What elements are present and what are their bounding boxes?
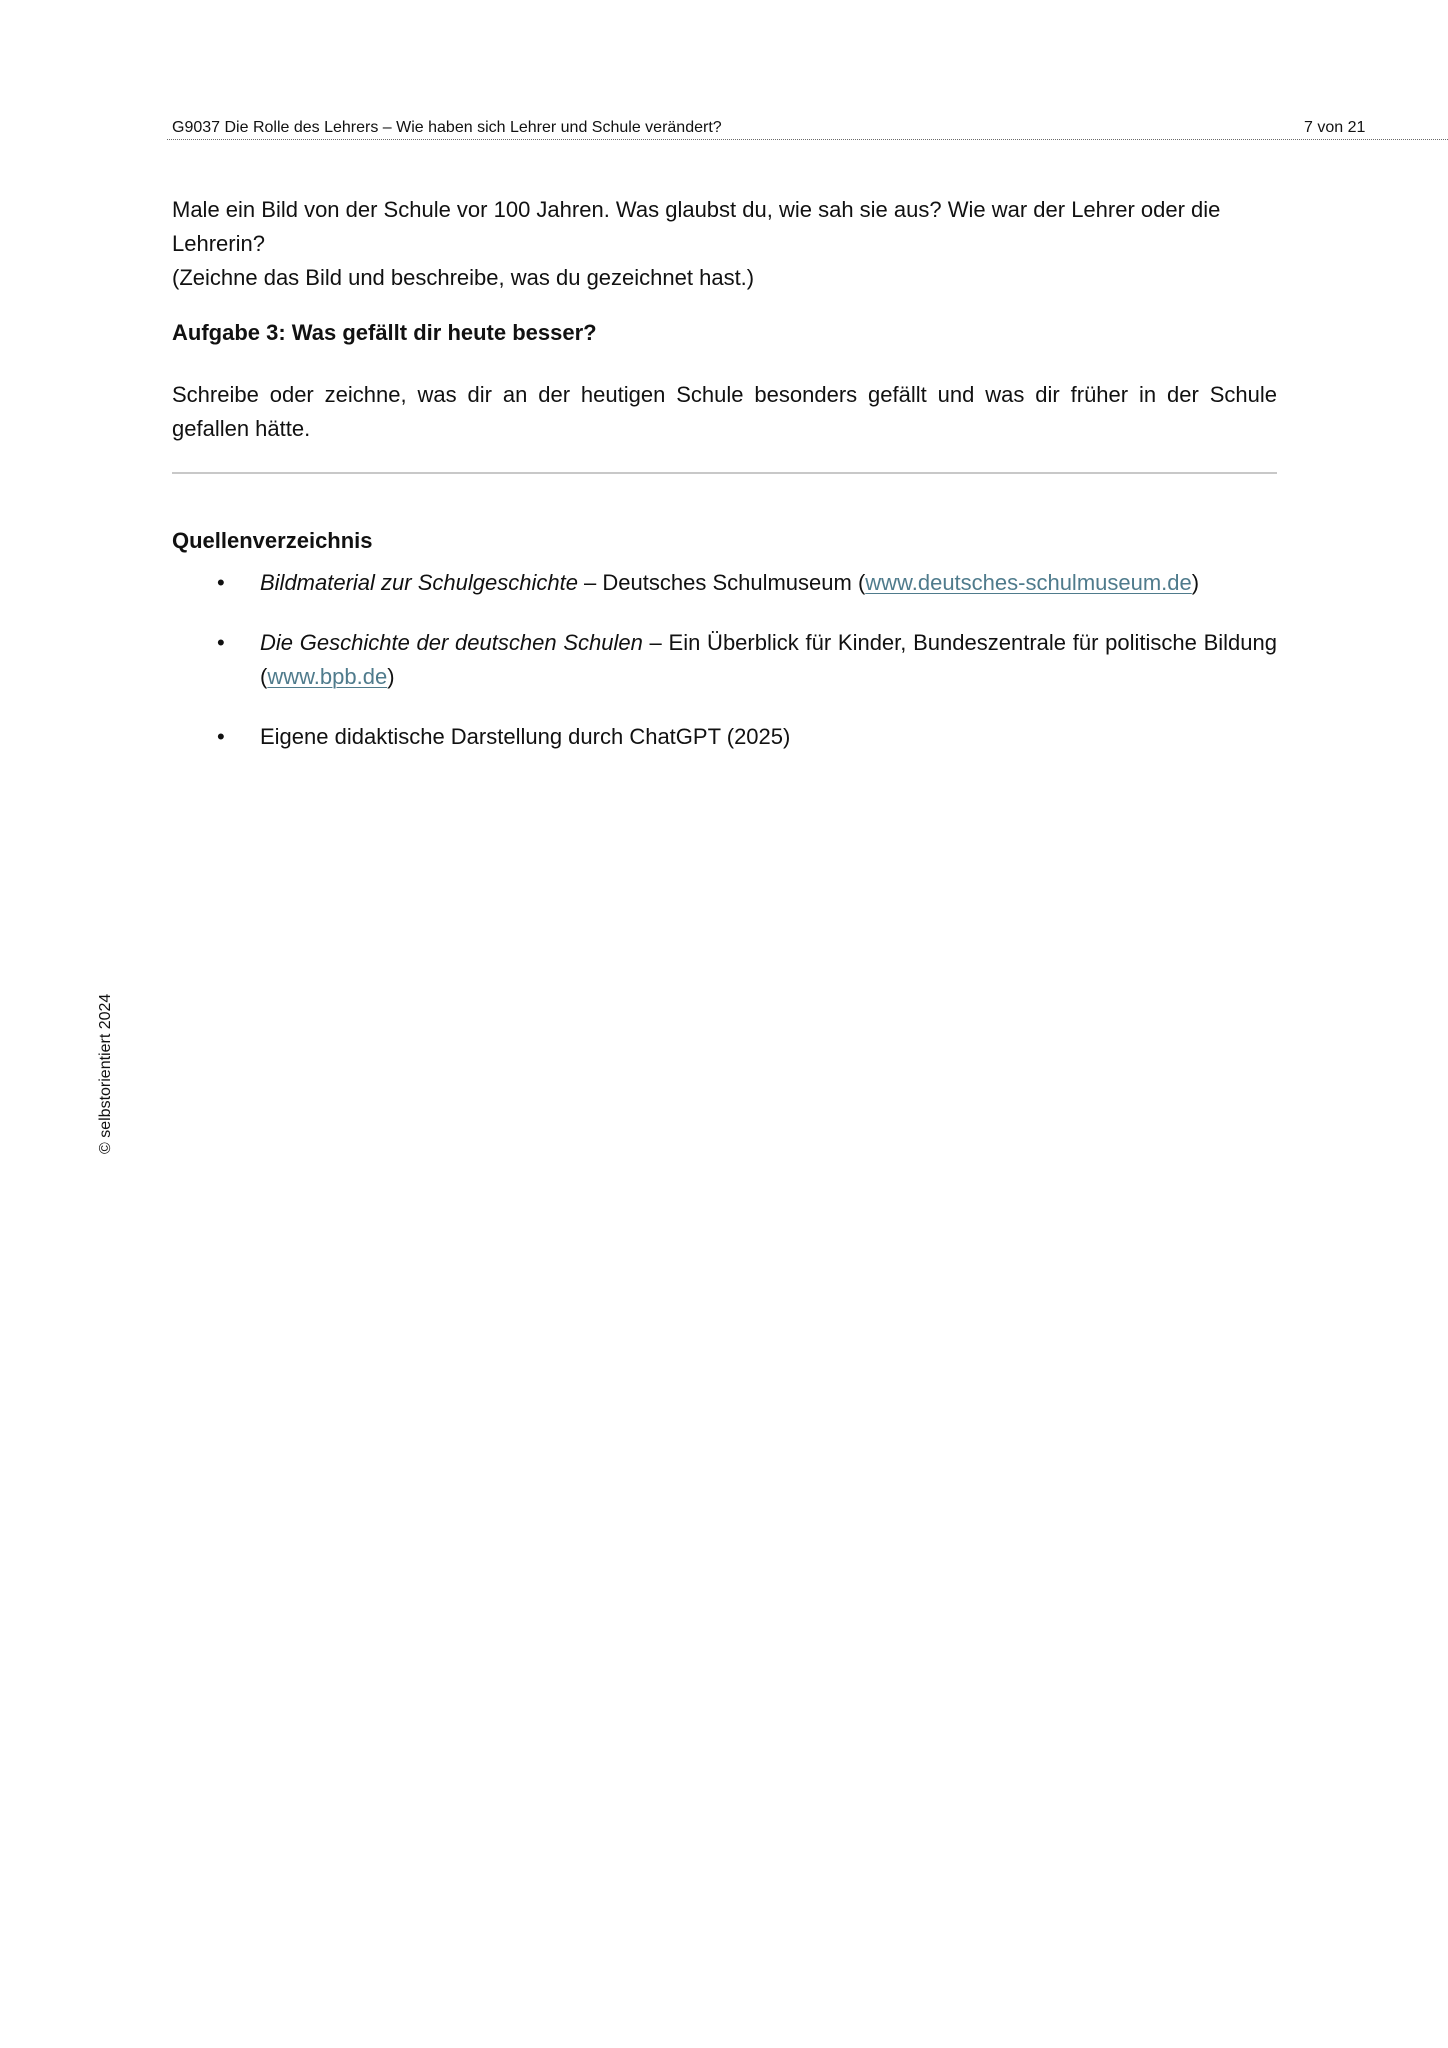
task3-heading: Aufgabe 3: Was gefällt dir heute besser? — [172, 320, 597, 346]
source-description: – Deutsches Schulmuseum ( — [577, 570, 866, 595]
document-title: G9037 Die Rolle des Lehrers – Wie haben sich Lehrer und Schule verändert? — [172, 119, 722, 136]
source-item-bpb — [172, 626, 1277, 694]
source-description: Eigene didaktische Darstellung durch ChatGPT (2025) — [260, 724, 791, 749]
task3-paragraph: Schreibe oder zeichne, was dir an der heutigen Schule besonders gefällt und was dir früher in der Schule gefallen hätte. — [172, 382, 1277, 441]
task-intro-paragraph: Male ein Bild von der Schule vor 100 Jahren. Was glaubst du, wie sah sie aus? Wie war der Lehrer oder die Lehrerin? — [172, 197, 1221, 256]
bullet-icon: • — [217, 724, 225, 749]
source-closing: ) — [387, 664, 395, 689]
sources-list — [172, 566, 1277, 780]
page-number: 7 von 21 — [1304, 119, 1366, 136]
task-note: (Zeichne das Bild und beschreibe, was du gezeichnet hast.) — [172, 265, 755, 290]
header-divider — [167, 139, 1448, 140]
source-closing: ) — [1191, 570, 1200, 595]
copyright-notice: © selbstorientiert 2024 — [97, 993, 114, 1154]
source-link-bpb[interactable]: www.bpb.de — [267, 664, 388, 689]
sources-heading: Quellenverzeichnis — [172, 528, 373, 554]
section-divider — [172, 472, 1277, 474]
bullet-icon: • — [217, 630, 225, 655]
source-link-schulmuseum[interactable]: www.deutsches-schulmuseum.de — [865, 570, 1192, 595]
source-description: – Ein Überblick für Kinder, Bundeszentrale für politische Bildung ( — [260, 630, 1277, 689]
source-item-schulmuseum — [172, 566, 1277, 600]
bullet-icon: • — [217, 570, 225, 595]
page-header — [167, 114, 1371, 142]
source-title: Bildmaterial zur Schulgeschichte — [260, 570, 578, 595]
source-title: Die Geschichte der deutschen Schulen — [260, 630, 643, 655]
source-item-chatgpt — [172, 720, 1277, 754]
